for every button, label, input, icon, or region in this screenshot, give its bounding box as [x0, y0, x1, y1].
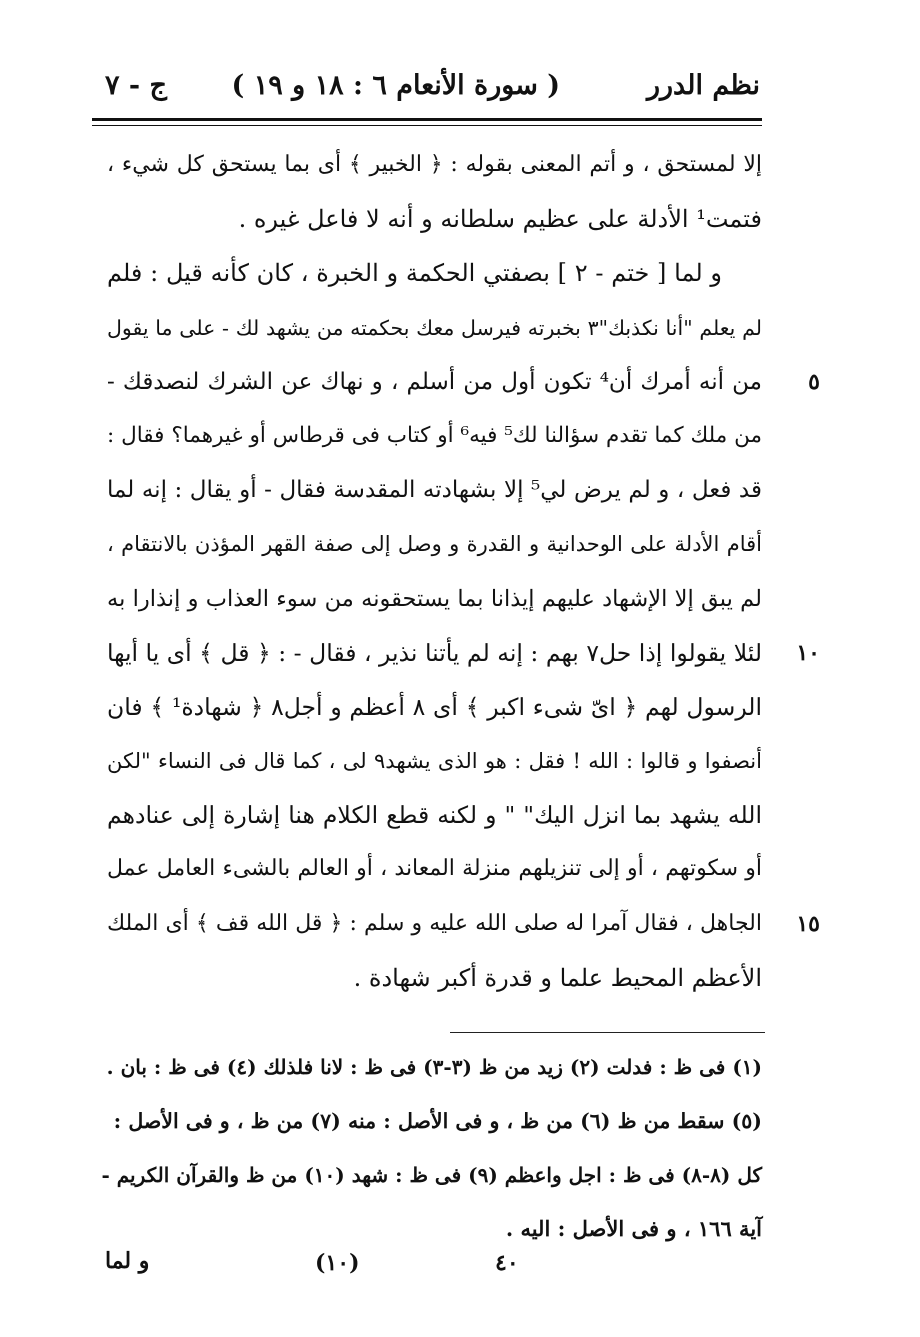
header-rule-thick [92, 118, 762, 121]
text-line-5-content: من أنه أمرك أن⁴ تكون أول من أسلم ، و نهاك عن الشرك لنصدقك - [107, 368, 762, 395]
text-line-10 [107, 626, 820, 680]
text-line-3: و لما [ ختم - ٢ ] بصفتي الحكمة و الخبرة ، كان كأنه قيل : فلم [107, 259, 723, 288]
body-text [107, 138, 820, 1005]
header-rule-thin [92, 125, 762, 126]
footnote-separator [450, 1032, 765, 1033]
footnote-line-4: آية ١٦٦ ، و فى الأصل : اليه . [505, 1216, 762, 1241]
text-line-15-content: الجاهل ، فقال آمرا له صلى الله عليه و سلم : ﴿ قل الله قف ﴾ أى الملك [107, 910, 762, 936]
text-line-6: من ملك كما تقدم سؤالنا لك⁵ فيه⁶ أو كتاب فى قرطاس أو غيرهما؟ فقال : [107, 422, 762, 448]
footnote-line-1: (١) فى ظ : فدلت (٢) زيد من ظ (٣-٣) فى ظ : لانا فلذلك (٤) فى ظ : بان . [106, 1055, 762, 1079]
text-line-14: أو سكوتهم ، أو إلى تنزيلهم منزلة المعاند ، أو العالم بالشىء العامل عمل [107, 856, 762, 882]
text-line-8: أقام الأدلة على الوحدانية و القدرة و وصل إلى صفة القهر المؤذن بالانتقام ، [107, 532, 762, 557]
text-line-10-content: لئلا يقولوا إذا حل٧ بهم : إنه لم يأتنا نذير ، فقال - : ﴿ قل ﴾ أى يا أيها [107, 638, 762, 667]
text-line-12: أنصفوا و قالوا : الله ! فقل : هو الذى يشهد٩ لى ، كما قال فى النساء "لكن [107, 749, 762, 774]
text-line-11: الرسول لهم ﴿ اىّ شىء اكبر ﴾ أى ٨ أعظم و أجل٨ ﴿ شهادة¹ ﴾ فان [107, 692, 762, 721]
catchword: و لما [105, 1248, 150, 1274]
page-number: ٤٠ [495, 1250, 519, 1276]
text-line-5 [107, 355, 820, 409]
line-number-10: ١٠ [796, 639, 820, 666]
signature-mark: (١٠) [315, 1250, 360, 1276]
text-line-13: الله يشهد بما انزل اليك" " و لكنه قطع الكلام هنا إشارة إلى عنادهم [107, 801, 762, 830]
footnote-line-2: (٥) سقط من ظ (٦) من ظ ، و فى الأصل : منه (٧) من ظ ، و فى الأصل : [113, 1109, 762, 1133]
text-line-7: قد فعل ، و لم يرض لي⁵ إلا بشهادته المقدسة فقال - أو يقال : إنه لما [107, 477, 762, 504]
text-line-1: إلا لمستحق ، و أتم المعنى بقوله : ﴿ الخبير ﴾ أى بما يستحق كل شيء ، [107, 152, 762, 177]
page-footer [95, 1248, 760, 1288]
line-number-5: ٥ [808, 368, 820, 395]
surah-reference: ( سورة الأنعام ٦ : ١٨ و ١٩ ) [231, 70, 560, 101]
volume-number: ج - ٧ [105, 70, 167, 101]
text-line-15 [107, 897, 820, 951]
text-line-4: لم يعلم "أنا نكذبك"٣ بخبرته فيرسل معك بحكمته من يشهد لك - على ما يقول [107, 315, 762, 340]
footnote-line-3: كل (٨-٨) فى ظ : اجل واعظم (٩) فى ظ : شهد (١٠) من ظ والقرآن الكريم - [101, 1163, 762, 1187]
text-line-16: الأعظم المحيط علما و قدرة أكبر شهادة . [353, 963, 762, 992]
line-number-15: ١٥ [796, 910, 820, 937]
footnotes [102, 1040, 762, 1256]
page-header [95, 62, 760, 112]
text-line-9: لم يبق إلا الإشهاد عليهم إيذانا بما يستحقونه من سوء العذاب و إنذارا به [107, 585, 762, 612]
book-title: نظم الدرر [646, 70, 760, 101]
text-line-2: فتمت¹ الأدلة على عظيم سلطانه و أنه لا فاعل غيره . [238, 205, 762, 234]
